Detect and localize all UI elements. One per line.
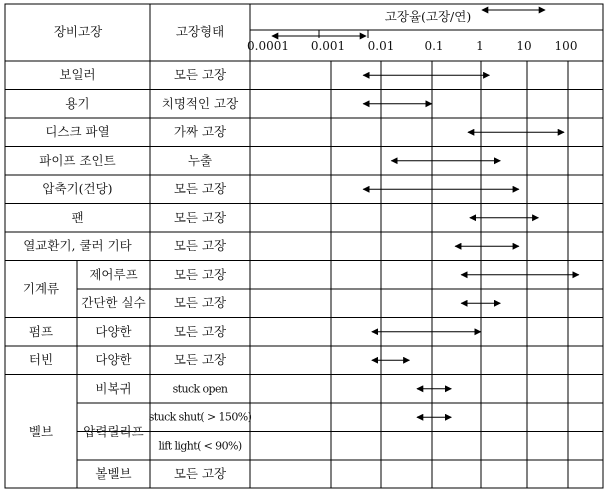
failure-type-label: 모든 고장 [173, 67, 227, 82]
equipment-group-label: 펌프 [28, 323, 54, 339]
equipment-group-label: 열교환기, 쿨러 기타 [23, 238, 132, 253]
equipment-group-label: 팬 [71, 209, 84, 225]
equipment-sub-label: 간단한 실수 [81, 295, 146, 310]
equipment-sub-label: 다양한 [95, 323, 132, 339]
failure-type-label: 모든 고장 [173, 209, 227, 225]
equipment-group-label: 디스크 파열 [45, 124, 110, 139]
failure-type-label: 모든 고장 [173, 466, 227, 481]
failure-type-label: 모든 고장 [173, 266, 227, 282]
tick-label: 0.01 [367, 39, 395, 53]
tick-label: 0.001 [310, 39, 346, 53]
failure-type-label: stuck shut( > 150%) [148, 410, 252, 424]
failure-type-label: 모든 고장 [173, 295, 227, 310]
tick-label: 1 [476, 39, 484, 53]
equipment-sub-label: 비복귀 [95, 380, 132, 396]
failure-type-label: 모든 고장 [173, 238, 227, 253]
tick-label: 0.0001 [247, 39, 289, 53]
equipment-sub-label: 볼벨브 [95, 466, 132, 481]
equipment-sub-label: 다양한 [95, 352, 132, 367]
equipment-group-label: 보일러 [59, 67, 96, 82]
equipment-sub-label: 제어루프 [89, 266, 138, 282]
equipment-sub-label: 압력릴리프 [83, 423, 144, 439]
tick-label: 10 [516, 39, 532, 53]
equipment-group-label: 터빈 [28, 352, 54, 367]
equipment-group-label: 압축기(건당) [42, 181, 113, 196]
equipment-group-label: 용기 [65, 95, 90, 111]
failure-type-label: 모든 고장 [173, 181, 227, 196]
equipment-group-label: 벨브 [28, 423, 54, 439]
failure-type-label: lift light( < 90%) [158, 439, 242, 453]
header-failure-rate: 고장율(고장/연) [384, 8, 472, 24]
header-equipment: 장비고장 [53, 23, 103, 39]
failure-type-label: 가짜 고장 [173, 124, 227, 139]
tick-label: 0.1 [424, 39, 444, 53]
failure-type-label: stuck open [172, 382, 228, 396]
tick-label: 100 [554, 39, 578, 53]
failure-type-label: 모든 고장 [173, 323, 227, 339]
header-failure-type: 고장형태 [175, 23, 225, 39]
failure-type-label: 누출 [187, 152, 213, 168]
equipment-group-label: 기계류 [22, 280, 60, 296]
failure-type-label: 치명적인 고장 [161, 95, 239, 111]
equipment-group-label: 파이프 조인트 [39, 152, 116, 168]
failure-type-label: 모든 고장 [173, 352, 227, 367]
